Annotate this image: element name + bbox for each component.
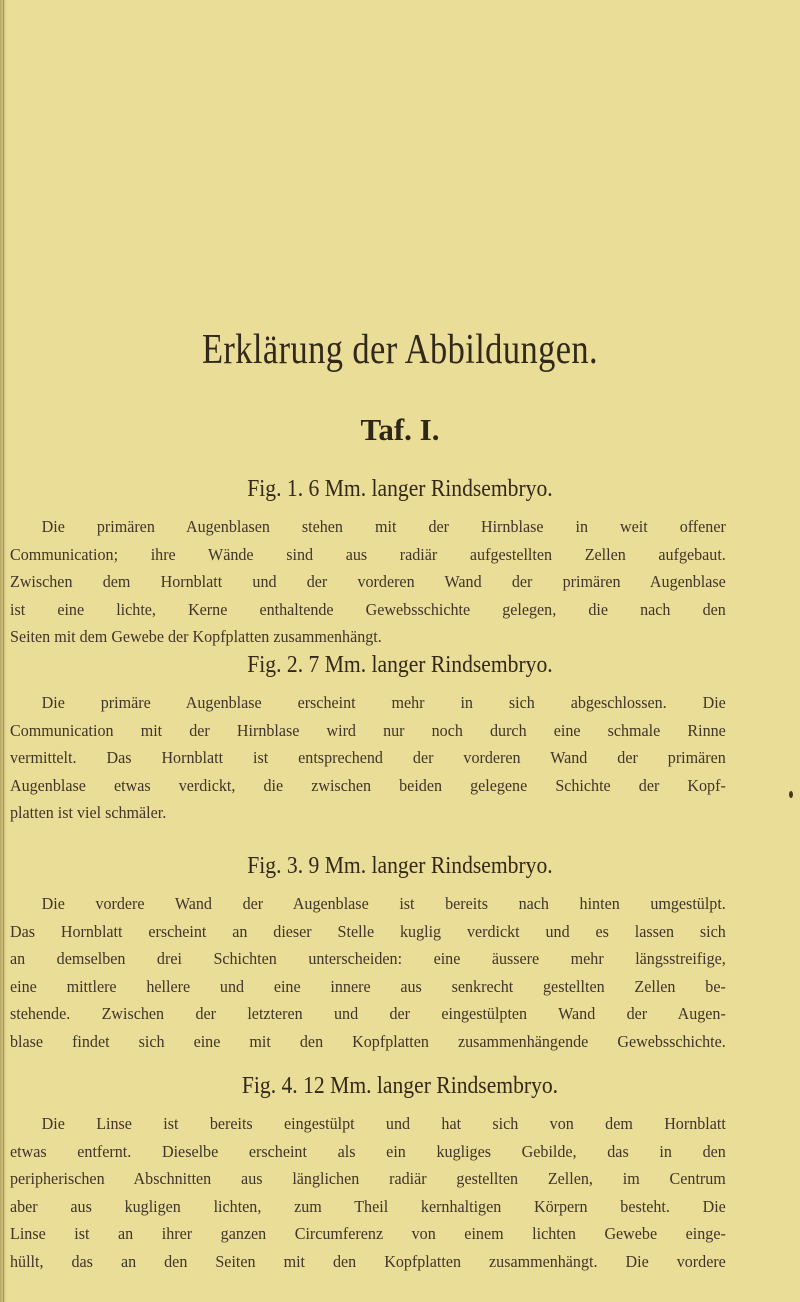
figure-2-description: [10, 689, 726, 827]
text-line: Die primären Augenblasen stehen mit der Hirnblase in weit offener: [41, 517, 726, 536]
text-line: platten ist viel schmäler.: [10, 803, 167, 823]
text-line: Seiten mit dem Gewebe der Kopfplatten zusammenhängt.: [10, 627, 382, 647]
text-line: Communication; ihre Wände sind aus radiär aufgestellten Zellen aufgebaut.: [10, 544, 726, 564]
figure-4-heading: Fig. 4. 12 Mm. langer Rindsembryo.: [241, 1073, 559, 1099]
text-line: Die vordere Wand der Augenblase ist bereits nach hinten umgestülpt.: [41, 894, 726, 913]
text-line: Die primäre Augenblase erscheint mehr in sich abgeschlossen. Die: [41, 693, 726, 712]
text-line: aber aus kugligen lichten, zum Theil kernhaltigen Körpern besteht. Die: [10, 1196, 726, 1216]
book-page-edge: [0, 0, 7, 1302]
text-line: Das Hornblatt erscheint an dieser Stelle kuglig verdickt und es lassen sich: [10, 921, 726, 941]
figure-1-description: [10, 513, 726, 651]
figure-3-description: [10, 890, 726, 1056]
text-line: stehende. Zwischen der letzteren und der eingestülpten Wand der Augen-: [10, 1004, 726, 1024]
text-line: peripherischen Abschnitten aus länglichen radiär gestellten Zellen, im Centrum: [10, 1169, 726, 1189]
text-line: Zwischen dem Hornblatt und der vorderen Wand der primären Augenblase: [10, 572, 726, 592]
page-title: Erklärung der Abbildungen.: [201, 327, 599, 373]
text-line: Linse ist an ihrer ganzen Circumferenz von einem lichten Gewebe einge-: [10, 1224, 726, 1244]
text-line: Augenblase etwas verdickt, die zwischen beiden gelegene Schichte der Kopf-: [10, 775, 726, 795]
text-line: vermittelt. Das Hornblatt ist entsprechend der vorderen Wand der primären: [10, 748, 726, 768]
text-line: eine mittlere hellere und eine innere aus senkrecht gestellten Zellen be-: [10, 976, 726, 996]
figure-4-description: [10, 1110, 726, 1276]
text-line: ist eine lichte, Kerne enthaltende Gewebsschichte gelegen, die nach den: [10, 599, 726, 619]
figure-3-heading: Fig. 3. 9 Mm. langer Rindsembryo.: [247, 853, 553, 879]
text-line: etwas entfernt. Dieselbe erscheint als ein kugliges Gebilde, das in den: [10, 1141, 726, 1161]
text-line: an demselben drei Schichten unterscheiden: eine äussere mehr längsstreifige,: [10, 949, 726, 969]
text-line: hüllt, das an den Seiten mit den Kopfplatten zusammenhängt. Die vordere: [10, 1251, 726, 1271]
text-line: Die Linse ist bereits eingestülpt und hat sich von dem Hornblatt: [41, 1114, 726, 1133]
figure-1-heading: Fig. 1. 6 Mm. langer Rindsembryo.: [247, 476, 553, 502]
ink-speck: [789, 791, 793, 798]
text-line: blase findet sich eine mit den Kopfplatten zusammenhängende Gewebsschichte.: [10, 1031, 726, 1051]
text-line: Communication mit der Hirnblase wird nur noch durch eine schmale Rinne: [10, 720, 726, 740]
figure-2-heading: Fig. 2. 7 Mm. langer Rindsembryo.: [247, 652, 553, 678]
plate-heading: Taf. I.: [360, 412, 440, 447]
